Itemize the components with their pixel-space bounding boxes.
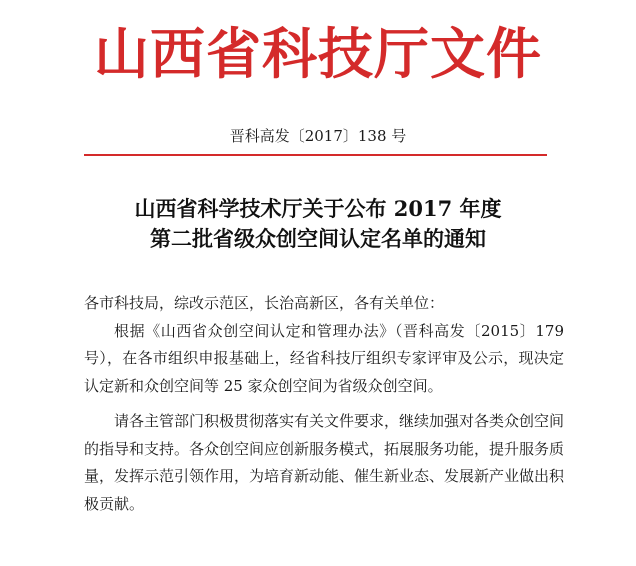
notice-title-line-2: 第二批省级众创空间认定名单的通知 bbox=[150, 226, 486, 251]
body-paragraph-2: 请各主管部门积极贯彻落实有关文件要求，继续加强对各类众创空间的指导和支持。各众创空间应创新服务模式，拓展服务功能，提升服务质量，发挥示范引领作用，为培育新动能、催生新业态、发展新产业做出积极贡献。 bbox=[84, 412, 565, 513]
notice-title bbox=[0, 194, 636, 254]
notice-body bbox=[84, 290, 564, 518]
notice-title-line-1: 山西省科学技术厅关于公布 2017 年度 bbox=[134, 196, 502, 221]
salutation: 各市科技局，综改示范区，长治高新区，各有关单位： bbox=[84, 294, 445, 312]
body-paragraph-1: 根据《山西省众创空间认定和管理办法》（晋科高发〔2015〕179 号），在各市组织申报基础上，经省科技厅组织专家评审及公示，现决定认定新和众创空间等 25 家众创空间为省级众创空间。 bbox=[84, 321, 564, 395]
document-masthead: 山西省科技厅文件 bbox=[93, 22, 542, 86]
red-divider-line bbox=[84, 154, 547, 156]
document-number: 晋科高发〔2017〕138 号 bbox=[229, 127, 407, 145]
